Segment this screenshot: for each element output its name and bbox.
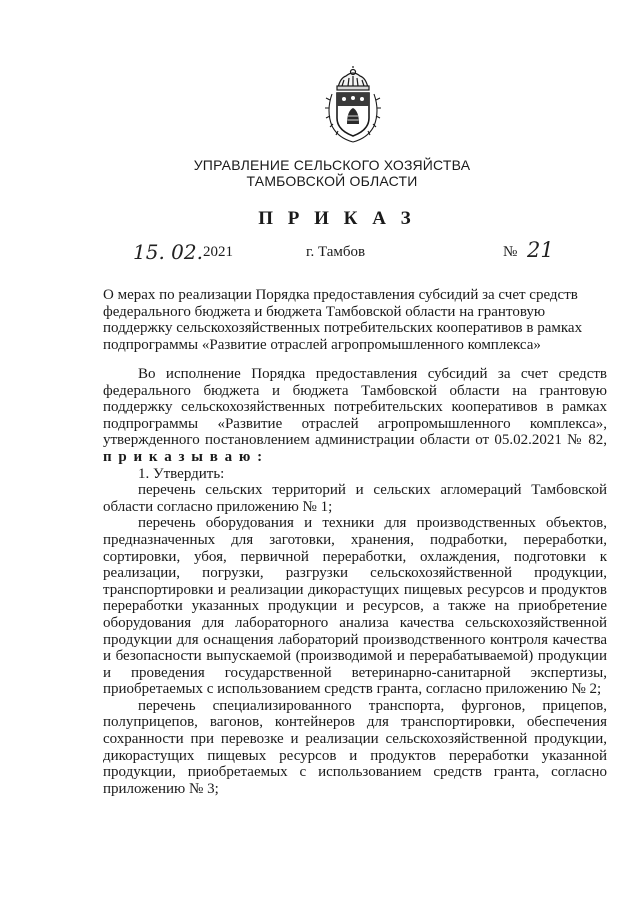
body-line: поддержку сельскохозяйственных потребительских кооперативов в рамках xyxy=(103,399,607,416)
body-line: и безопасности выпускаемой (производимой и перерабатываемой) продукции xyxy=(103,648,607,665)
body-line: сортировки, убоя, первичной переработки, охлаждения, подготовки к xyxy=(103,548,607,565)
body-line: приобретаемых с использованием средств гранта, согласно приложению № 2; xyxy=(103,681,602,698)
subject-line: поддержку сельскохозяйственных потребительских кооперативов в рамках xyxy=(103,320,583,336)
number-handwritten: 21 xyxy=(527,238,554,262)
date-year: 2021 xyxy=(203,244,233,260)
body-line: области согласно приложению № 1; xyxy=(103,498,333,515)
order-word: п р и к а з ы в а ю : xyxy=(103,448,264,465)
body-line: переработки указанных продукции и ресурсов, а также на приобретение xyxy=(103,598,607,615)
subject-line: О мерах по реализации Порядка предоставления субсидий за счет средств xyxy=(103,287,578,303)
body-line: федерального бюджета и бюджета Тамбовской области на грантовую xyxy=(103,382,607,399)
body-line: оборудования для лабораторного анализа качества сельскохозяйственной xyxy=(103,614,607,631)
body-line: приложению № 3; xyxy=(103,780,219,797)
subject-line: подпрограммы «Развитие отраслей агропромышленного комплекса» xyxy=(103,336,541,353)
order-subject xyxy=(103,287,583,353)
body-line: 1. Утвердить: xyxy=(138,465,225,482)
body-line: продукции, приобретаемых с использованием средств гранта, согласно xyxy=(103,764,607,781)
tambov-coat-of-arms-icon xyxy=(322,66,384,144)
body-line: сохранности при перевозке и реализации сельскохозяйственной продукции, xyxy=(103,731,607,748)
body-line: Во исполнение Порядка предоставления субсидий за счет средств xyxy=(138,366,607,382)
body-line: дикорастущих пищевых ресурсов и продуктов переработки указанной xyxy=(103,747,607,764)
city-label: г. Тамбов xyxy=(306,244,366,260)
body-line: полуприцепов, вагонов, контейнеров для транспортировки, обеспечения xyxy=(103,714,607,731)
body-line: перечень оборудования и техники для производственных объектов, xyxy=(138,515,607,532)
number-label: № xyxy=(503,244,518,260)
body-line: транспортировки и реализации дикорастущих пищевых ресурсов и продуктов xyxy=(103,581,607,598)
body-line: утвержденного постановлением администрации области от 05.02.2021 № 82, xyxy=(103,432,607,449)
body-line: реализации, погрузки, разгрузки сельскохозяйственной продукции, xyxy=(103,565,607,582)
organization-name-line2: ТАМБОВСКОЙ ОБЛАСТИ xyxy=(246,173,418,189)
order-body xyxy=(103,366,607,797)
body-line: продукции для оснащения лабораторий производственного контроля качества xyxy=(103,631,607,648)
body-line: перечень специализированного транспорта, фургонов, прицепов, xyxy=(138,697,607,714)
body-line: и проведения государственной ветеринарно-санитарной экспертизы, xyxy=(103,664,607,681)
date-handwritten: 15. 02. xyxy=(133,240,203,264)
organization-name-line1: УПРАВЛЕНИЕ СЕЛЬСКОГО ХОЗЯЙСТВА xyxy=(193,157,471,173)
body-line: подпрограммы «Развитие отраслей агропромышленного комплекса», xyxy=(103,415,607,432)
body-line: предназначенных для заготовки, хранения, подработки, переработки, xyxy=(103,531,607,548)
document-type-title: П Р И К А З xyxy=(258,208,416,229)
subject-line: федерального бюджета и бюджета Тамбовской области на грантовую xyxy=(103,303,546,320)
body-line: перечень сельских территорий и сельских агломераций Тамбовской xyxy=(138,482,607,499)
